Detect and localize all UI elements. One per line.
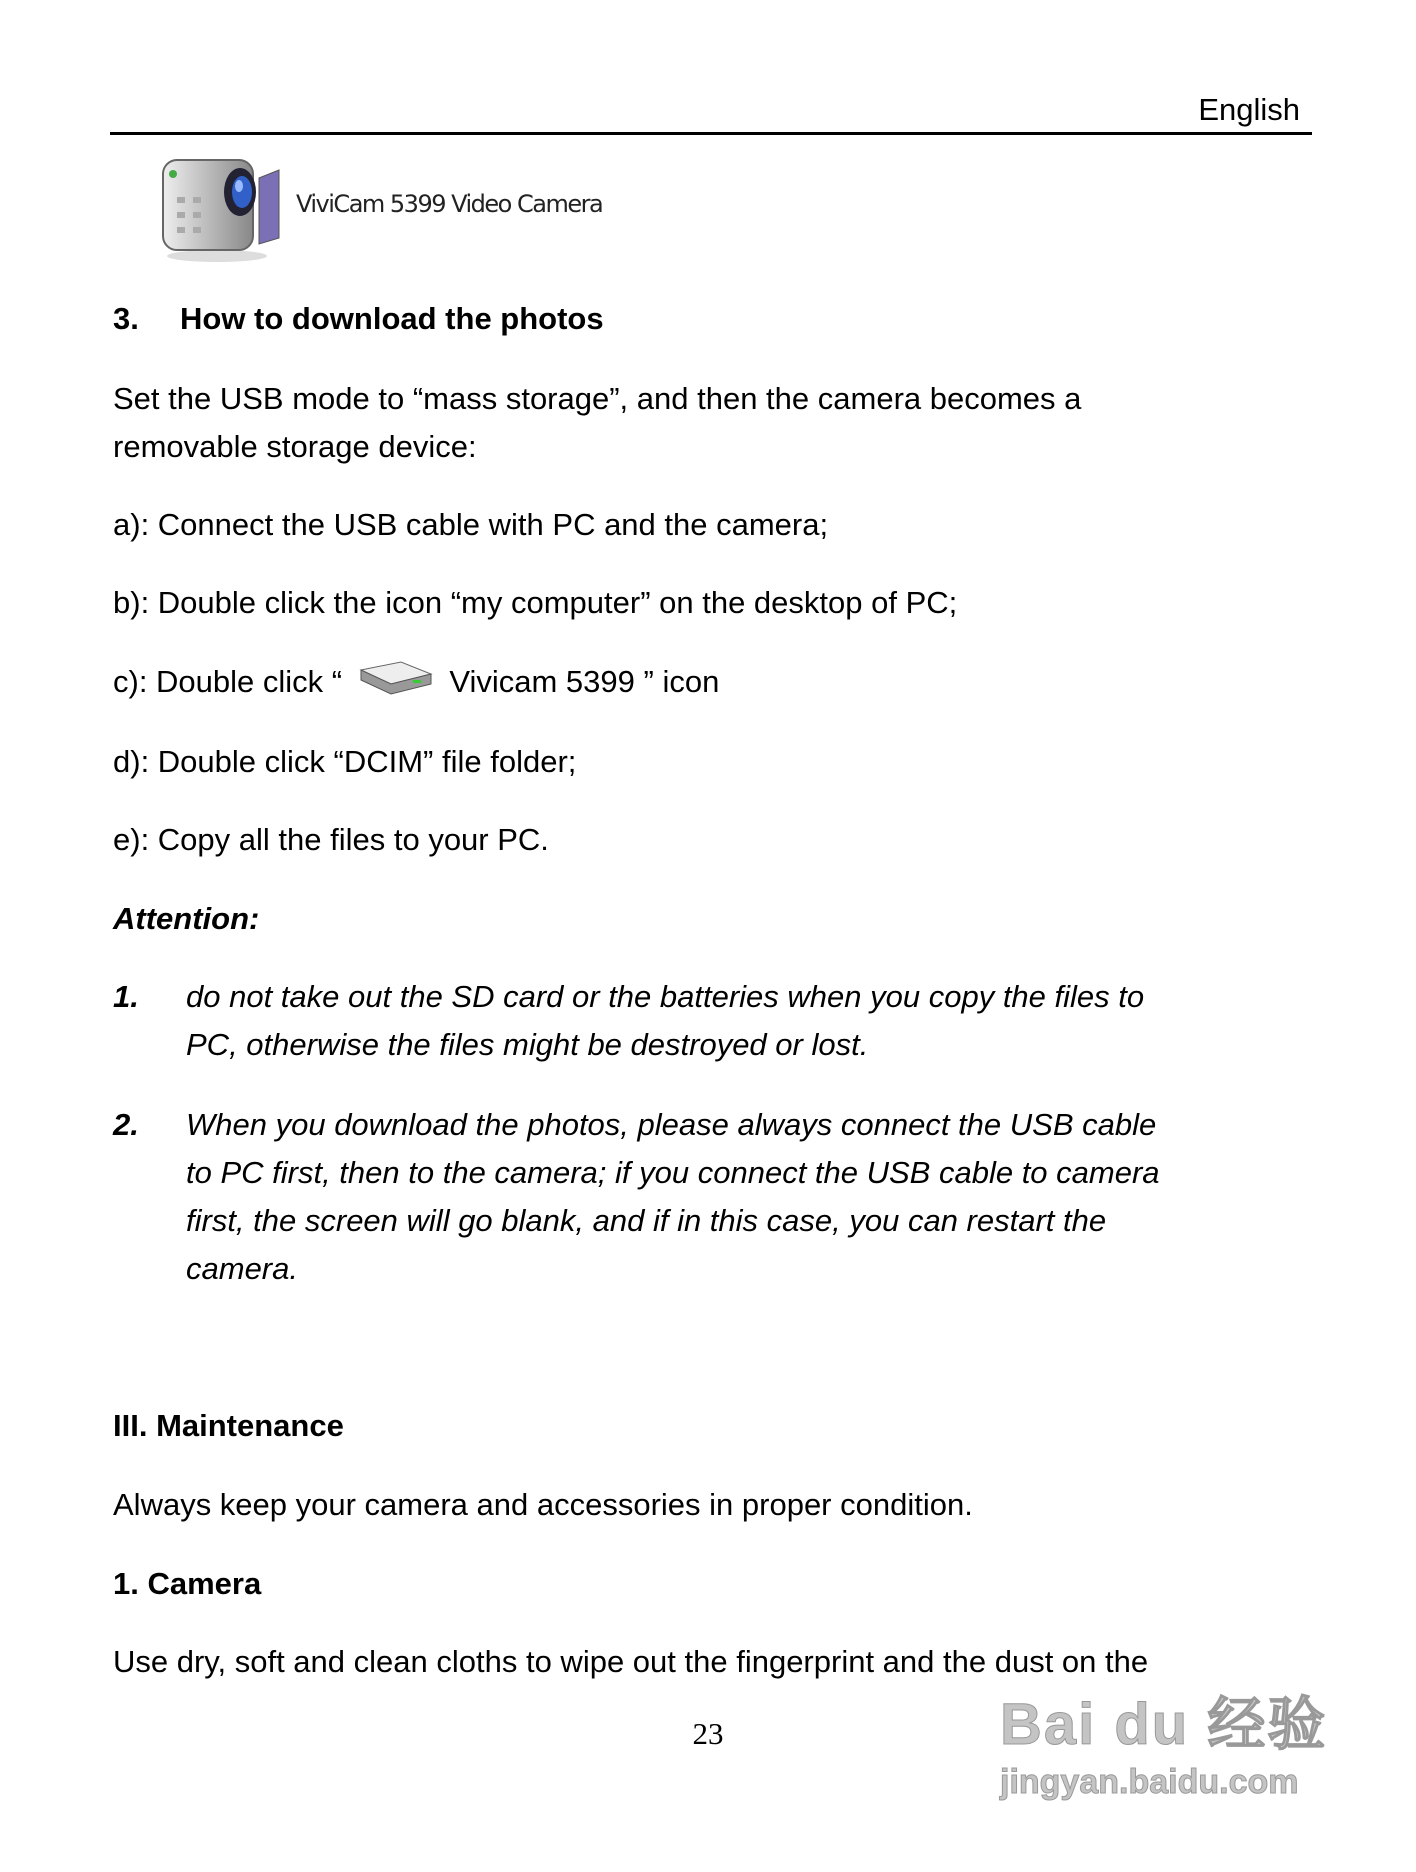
note-line: to PC first, then to the camera; if you connect the USB cable to camera bbox=[186, 1155, 1160, 1190]
camera-text: Use dry, soft and clean cloths to wipe out the fingerprint and the dust on the bbox=[113, 1644, 1149, 1679]
note-line: PC, otherwise the files might be destroyed or lost. bbox=[186, 1027, 869, 1062]
video-camera-icon bbox=[155, 152, 287, 264]
section-number: 3. bbox=[113, 301, 139, 336]
section-title: How to download the photos bbox=[180, 301, 604, 336]
device-icon-label: ViviCam 5399 Video Camera bbox=[296, 190, 603, 218]
maintenance-intro: Always keep your camera and accessories in proper condition. bbox=[113, 1487, 973, 1522]
intro-line: Set the USB mode to “mass storage”, and then the camera becomes a bbox=[113, 381, 1082, 416]
attention-label: Attention: bbox=[113, 901, 260, 936]
watermark-url: jingyan.baidu.com bbox=[1000, 1763, 1299, 1801]
note-line: do not take out the SD card or the batteries when you copy the files to bbox=[186, 979, 1145, 1014]
note-line: camera. bbox=[186, 1251, 298, 1286]
step-c-prefix: c): Double click “ bbox=[113, 664, 343, 699]
step-d: d): Double click “DCIM” file folder; bbox=[113, 744, 577, 779]
note-number: 2. bbox=[113, 1107, 139, 1142]
watermark-brand: Bai du 经验 bbox=[1000, 1692, 1328, 1757]
intro-line: removable storage device: bbox=[113, 429, 477, 464]
maintenance-title: III. Maintenance bbox=[113, 1408, 344, 1443]
note-line: first, the screen will go blank, and if in this case, you can restart the bbox=[186, 1203, 1107, 1238]
step-a: a): Connect the USB cable with PC and the camera; bbox=[113, 507, 829, 542]
page-number: 23 bbox=[692, 1716, 724, 1751]
step-b: b): Double click the icon “my computer” on the desktop of PC; bbox=[113, 585, 958, 620]
header-rule bbox=[110, 132, 1312, 135]
note-line: When you download the photos, please always connect the USB cable bbox=[186, 1107, 1157, 1142]
step-c-suffix: Vivicam 5399 ” icon bbox=[449, 664, 720, 699]
step-e: e): Copy all the files to your PC. bbox=[113, 822, 549, 857]
header-language: English bbox=[1198, 92, 1300, 127]
note-number: 1. bbox=[113, 979, 139, 1014]
camera-subheading: 1. Camera bbox=[113, 1566, 262, 1601]
baidu-watermark bbox=[1000, 1690, 1330, 1815]
step-c bbox=[113, 658, 719, 706]
removable-drive-icon bbox=[355, 660, 435, 696]
